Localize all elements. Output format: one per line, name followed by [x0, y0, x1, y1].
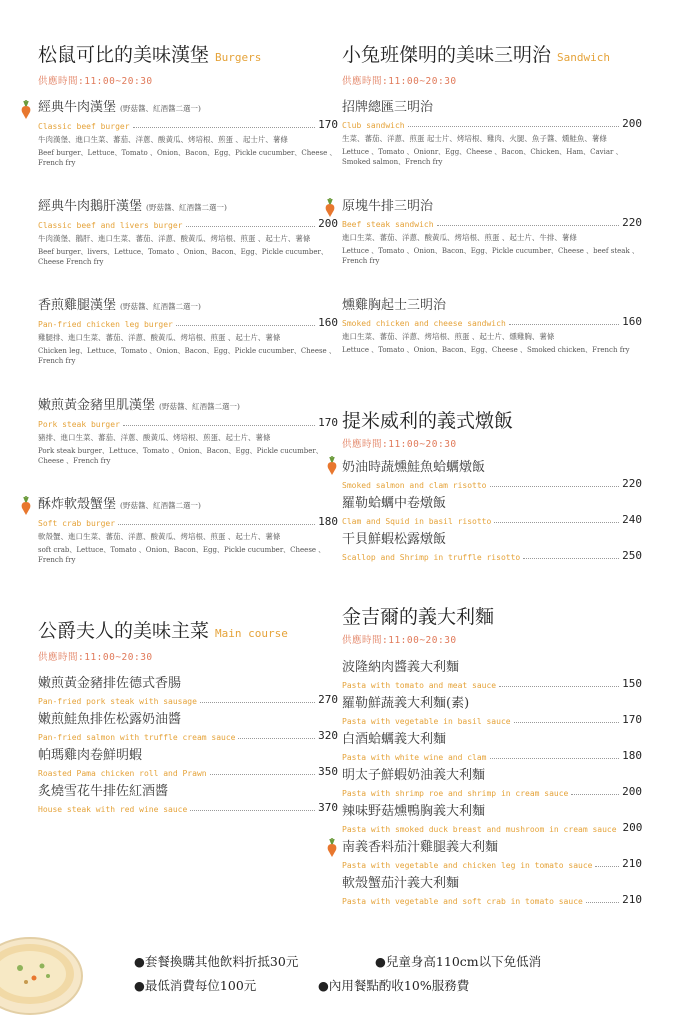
item-price: 160	[318, 316, 338, 329]
item-price: 180	[622, 749, 642, 762]
menu-item: 香煎雞腿漢堡 (野菇醬、紅酒醬二選一) Pan-fried chicken leg burger 160 雞腿排、進口生菜、蕃茄、洋蔥、酸黃瓜、烤培根、煎蛋 、起士片、薯條 Chicken leg、Lettuce、Tomato 、Onion、Bacon、Egg、Pickle cucumber、Cheese 、French fry	[38, 298, 338, 365]
item-price: 210	[622, 893, 642, 906]
menu-item: 南義香料茄汁雞腿義大利麵 Pasta with vegetable and chicken leg in tomato sauce 210	[342, 840, 642, 870]
item-price: 170	[318, 416, 338, 429]
burgers-section	[38, 44, 338, 584]
item-price: 270	[318, 693, 338, 706]
item-price: 200	[622, 821, 643, 834]
menu-item: 干貝鮮蝦松露燉飯 Scallop and Shrimp in truffle risotto 250	[342, 532, 642, 562]
carrot-icon	[324, 838, 340, 858]
menu-item: 帕瑪雞肉卷鮮明蝦 Roasted Pama chicken roll and Prawn 350	[38, 748, 338, 778]
sandwich-section	[342, 44, 642, 374]
item-price: 180	[318, 515, 338, 528]
menu-item: 嫩煎黃金豬排佐德式香腸 Pan-fried pork steak with sausage 270	[38, 676, 338, 706]
menu-item: 明太子鮮蝦奶油義大利麵 Pasta with shrimp roe and shrimp in cream sauce 200	[342, 768, 642, 798]
item-price: 370	[318, 801, 338, 814]
carrot-icon	[18, 100, 34, 120]
item-price: 200	[622, 785, 642, 798]
menu-item: 羅勒鮮蔬義大利麵(素) Pasta with vegetable in basil sauce 170	[342, 696, 642, 726]
item-price: 320	[318, 729, 338, 742]
menu-item: 軟殼蟹茄汁義大利麵 Pasta with vegetable and soft crab in tomato sauce 210	[342, 876, 642, 906]
item-price: 200	[622, 117, 642, 130]
service-hours: 供應時間:11:00~20:30	[342, 439, 457, 450]
menu-item: 羅勒蛤蠣中卷燉飯 Clam and Squid in basil risotto 240	[342, 496, 642, 526]
menu-item: 奶油時蔬燻鮭魚蛤蠣燉飯 Smoked salmon and clam risotto 220	[342, 460, 642, 490]
menu-item: 炙燒雪花牛排佐紅酒醬 House steak with red wine sauce 370	[38, 784, 338, 814]
main-course-section	[38, 620, 338, 820]
service-hours: 供應時間:11:00~20:30	[38, 652, 153, 663]
carrot-icon	[324, 456, 340, 476]
notice-drink-discount: ●套餐換購其他飲料折抵30元	[134, 954, 299, 969]
soup-bowl-illustration	[0, 918, 92, 1024]
item-price: 200	[318, 217, 338, 230]
carrot-icon	[322, 198, 338, 218]
item-price: 170	[318, 118, 338, 131]
risotto-section	[342, 410, 642, 570]
service-hours: 供應時間:11:00~20:30	[342, 76, 457, 87]
item-price: 210	[622, 857, 642, 870]
menu-item: 燻雞胸起士三明治 Smoked chicken and cheese sandwich 160 進口生菜、蕃茄、洋蔥、烤培根、煎蛋 、起士片、燻雞胸、薯條 Lettuce 、Tomato 、Onion、Bacon、Egg、Cheese 、Smoked chicken、French fry	[342, 298, 642, 354]
notice-child-free: ●兒童身高110cm以下免低消	[375, 954, 542, 969]
service-hours: 供應時間:11:00~20:30	[38, 76, 153, 87]
item-price: 240	[622, 513, 642, 526]
carrot-icon	[18, 496, 34, 516]
menu-item: 原塊牛排三明治 Beef steak sandwich 220 進口生菜、蕃茄、洋蔥、酸黃瓜、烤培根、煎蛋 、起士片、牛排、薯條 Lettuce 、Tomato 、Onion、Bacon、Egg、Pickle cucumber、Cheese 、beef steak 、French fry	[342, 199, 642, 265]
section-title: 公爵夫人的美味主菜 Main course	[38, 620, 288, 642]
pasta-section	[342, 606, 642, 906]
item-price: 150	[622, 677, 642, 690]
notice-service-fee: ●內用餐點酌收10%服務費	[318, 978, 470, 993]
section-title: 小兔班傑明的美味三明治 Sandwich	[342, 44, 610, 66]
menu-item: 酥炸軟殼蟹堡 (野菇醬、紅酒醬二選一) Soft crab burger 180 軟殼蟹、進口生菜、蕃茄、洋蔥、酸黃瓜、烤培根、煎蛋 、起士片、薯條 soft crab、Lettuce、Tomato 、Onion、Bacon、Egg、Pickle cucumber、Cheese 、French fry	[38, 497, 338, 564]
section-title: 松鼠可比的美味漢堡 Burgers	[38, 44, 262, 66]
menu-item: 嫩煎黃金豬里肌漢堡 (野菇醬、紅酒醬二選一) Pork steak burger 170 豬排、進口生菜、蕃茄、洋蔥、酸黃瓜、烤培根、煎蛋、起士片、薯條 Pork steak burger、Lettuce、Tomato 、Onion、Bacon、Egg、Pickle cucumber、Cheese 、French fry	[38, 398, 338, 465]
menu-item: 經典牛肉鵝肝漢堡 (野菇醬、紅酒醬二選一) Classic beef and livers burger 200 牛肉漢堡、鵝肝、進口生菜、蕃茄、洋蔥、酸黃瓜、烤培根、煎蛋 、起士片、薯條 Beef burger、livers、Lettuce、Tomato 、Onion、Bacon、Egg、Pickle cucumber、Cheese French fry	[38, 199, 338, 266]
menu-item: 嫩煎鮭魚排佐松露奶油醬 Pan-fried salmon with truffle cream sauce 320	[38, 712, 338, 742]
menu-item: 辣味野菇燻鴨胸義大利麵 Pasta with smoked duck breast and mushroom in cream sauce 200	[342, 804, 643, 834]
item-price: 250	[622, 549, 642, 562]
menu-item: 招牌總匯三明治 Club sandwich 200 生菜、蕃茄、洋蔥、煎蛋 起士片、烤培根、雞肉、火腿、魚子醬、燻鮭魚、薯條 Lettuce 、Tomato 、Onionr、Egg、Cheese 、Bacon、Chicken、Ham、Caviar 、Smoked salmon、French fry	[342, 100, 642, 166]
item-price: 220	[622, 216, 642, 229]
menu-item: 白酒蛤蠣義大利麵 Pasta with white wine and clam 180	[342, 732, 642, 762]
section-title: 提米威利的義式燉飯	[342, 410, 514, 432]
item-price: 160	[622, 315, 642, 328]
menu-item: 波隆納肉醬義大利麵 Pasta with tomato and meat sauce 150	[342, 660, 642, 690]
notice-minimum-charge: ●最低消費每位100元	[134, 978, 257, 993]
section-title: 金吉爾的義大利麵	[342, 606, 495, 628]
item-price: 220	[622, 477, 642, 490]
item-price: 350	[318, 765, 338, 778]
item-price: 170	[622, 713, 642, 726]
menu-item: 經典牛肉漢堡 (野菇醬、紅酒醬二選一) Classic beef burger 170 牛肉漢堡、進口生菜、蕃茄、洋蔥、酸黃瓜、烤培根、煎蛋 、起士片、薯條 Beef burger、Lettuce、Tomato 、Onion、Bacon、Egg、Pickle cucumber、Cheese 、French fry	[38, 100, 338, 167]
service-hours: 供應時間:11:00~20:30	[342, 635, 457, 646]
